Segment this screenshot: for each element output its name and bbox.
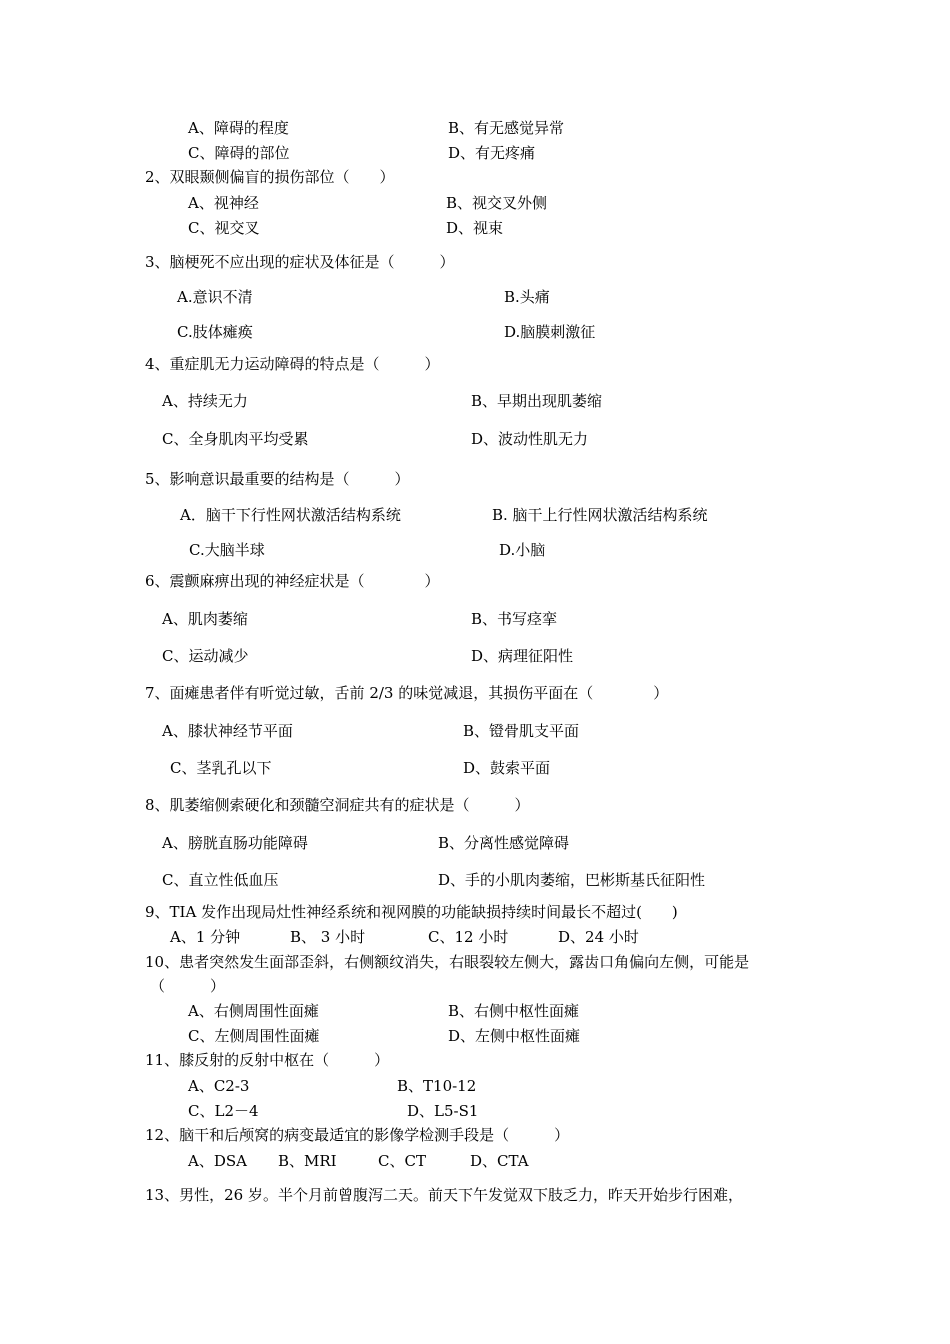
q12-option-a: A、DSA	[188, 1152, 247, 1170]
q6-option-b: B、书写痉挛	[471, 610, 558, 628]
q5-option-d: D.小脑	[499, 541, 546, 559]
q3-stem: 3、脑梗死不应出现的症状及体征是（ ）	[145, 253, 455, 271]
q9-option-d: D、24 小时	[558, 928, 639, 946]
q7-stem: 7、面瘫患者伴有听觉过敏，舌前 2/3 的味觉减退，其损伤平面在（ ）	[145, 684, 669, 702]
q4-option-d: D、波动性肌无力	[471, 430, 589, 448]
q3-option-a: A.意识不清	[177, 288, 253, 306]
q10-option-a: A、右侧周围性面瘫	[188, 1002, 319, 1020]
q8-option-d: D、手的小肌肉萎缩，巴彬斯基氏征阳性	[438, 871, 706, 889]
q2-option-d: D、视束	[446, 219, 504, 237]
q12-option-b: B、MRI	[278, 1152, 337, 1170]
q9-option-c: C、12 小时	[428, 928, 509, 946]
q6-stem: 6、震颤麻痹出现的神经症状是（ ）	[145, 572, 440, 590]
q11-option-b: B、T10-12	[397, 1077, 477, 1095]
q3-option-d: D.脑膜刺激征	[504, 323, 596, 341]
q9-option-b: B、 3 小时	[290, 928, 366, 946]
q8-stem: 8、肌萎缩侧索硬化和颈髓空洞症共有的症状是（ ）	[145, 796, 530, 814]
q1-option-a: A、障碍的程度	[188, 119, 289, 137]
q11-option-a: A、C2-3	[188, 1077, 250, 1095]
q11-option-c: C、L2－4	[188, 1102, 259, 1120]
q2-option-b: B、视交叉外侧	[446, 194, 548, 212]
q5-option-b: B. 脑干上行性网状激活结构系统	[492, 506, 708, 524]
q4-option-c: C、全身肌肉平均受累	[162, 430, 309, 448]
q12-option-d: D、CTA	[470, 1152, 529, 1170]
q10-option-d: D、左侧中枢性面瘫	[448, 1027, 581, 1045]
q6-option-a: A、肌肉萎缩	[162, 610, 248, 628]
q2-option-c: C、视交叉	[188, 219, 260, 237]
q8-option-a: A、膀胱直肠功能障碍	[162, 834, 308, 852]
q7-option-d: D、鼓索平面	[463, 759, 551, 777]
q5-option-c: C.大脑半球	[189, 541, 265, 559]
q1-option-b: B、有无感觉异常	[448, 119, 565, 137]
q8-option-b: B、分离性感觉障碍	[438, 834, 570, 852]
q1-option-d: D、有无疼痛	[448, 144, 536, 162]
q12-stem: 12、脑干和后颅窝的病变最适宜的影像学检测手段是（ ）	[145, 1126, 570, 1144]
q10-option-c: C、左侧周围性面瘫	[188, 1027, 320, 1045]
q10-stem-line1: 10、患者突然发生面部歪斜，右侧额纹消失，右眼裂较左侧大，露齿口角偏向左侧，可能是	[145, 953, 750, 971]
q2-stem: 2、双眼颞侧偏盲的损伤部位（ ）	[145, 168, 395, 186]
q8-option-c: C、直立性低血压	[162, 871, 279, 889]
q3-option-c: C.肢体瘫痪	[177, 323, 253, 341]
q12-option-c: C、CT	[378, 1152, 426, 1170]
q9-option-a: A、1 分钟	[170, 928, 241, 946]
q1-option-c: C、障碍的部位	[188, 144, 290, 162]
q11-stem: 11、膝反射的反射中枢在（ ）	[145, 1051, 390, 1069]
q7-option-a: A、膝状神经节平面	[162, 722, 293, 740]
q10-stem-line2: （ ）	[150, 977, 226, 995]
q7-option-c: C、茎乳孔以下	[170, 759, 272, 777]
q4-option-a: A、持续无力	[162, 392, 248, 410]
q11-option-d: D、L5-S1	[407, 1102, 479, 1120]
q10-option-b: B、右侧中枢性面瘫	[448, 1002, 580, 1020]
q13-stem: 13、男性，26 岁。半个月前曾腹泻二天。前天下午发觉双下肢乏力，昨天开始步行困难，	[145, 1186, 743, 1204]
q5-stem: 5、影响意识最重要的结构是（ ）	[145, 470, 410, 488]
q6-option-d: D、病理征阳性	[471, 647, 574, 665]
q3-option-b: B.头痛	[504, 288, 550, 306]
q9-stem: 9、TIA 发作出现局灶性神经系统和视网膜的功能缺损持续时间最长不超过( )	[145, 903, 678, 921]
q4-stem: 4、重症肌无力运动障碍的特点是（ ）	[145, 355, 440, 373]
q7-option-b: B、镫骨肌支平面	[463, 722, 580, 740]
q2-option-a: A、视神经	[188, 194, 259, 212]
q4-option-b: B、早期出现肌萎缩	[471, 392, 603, 410]
q6-option-c: C、运动减少	[162, 647, 249, 665]
q5-option-a: A．脑干下行性网状激活结构系统	[180, 506, 401, 524]
